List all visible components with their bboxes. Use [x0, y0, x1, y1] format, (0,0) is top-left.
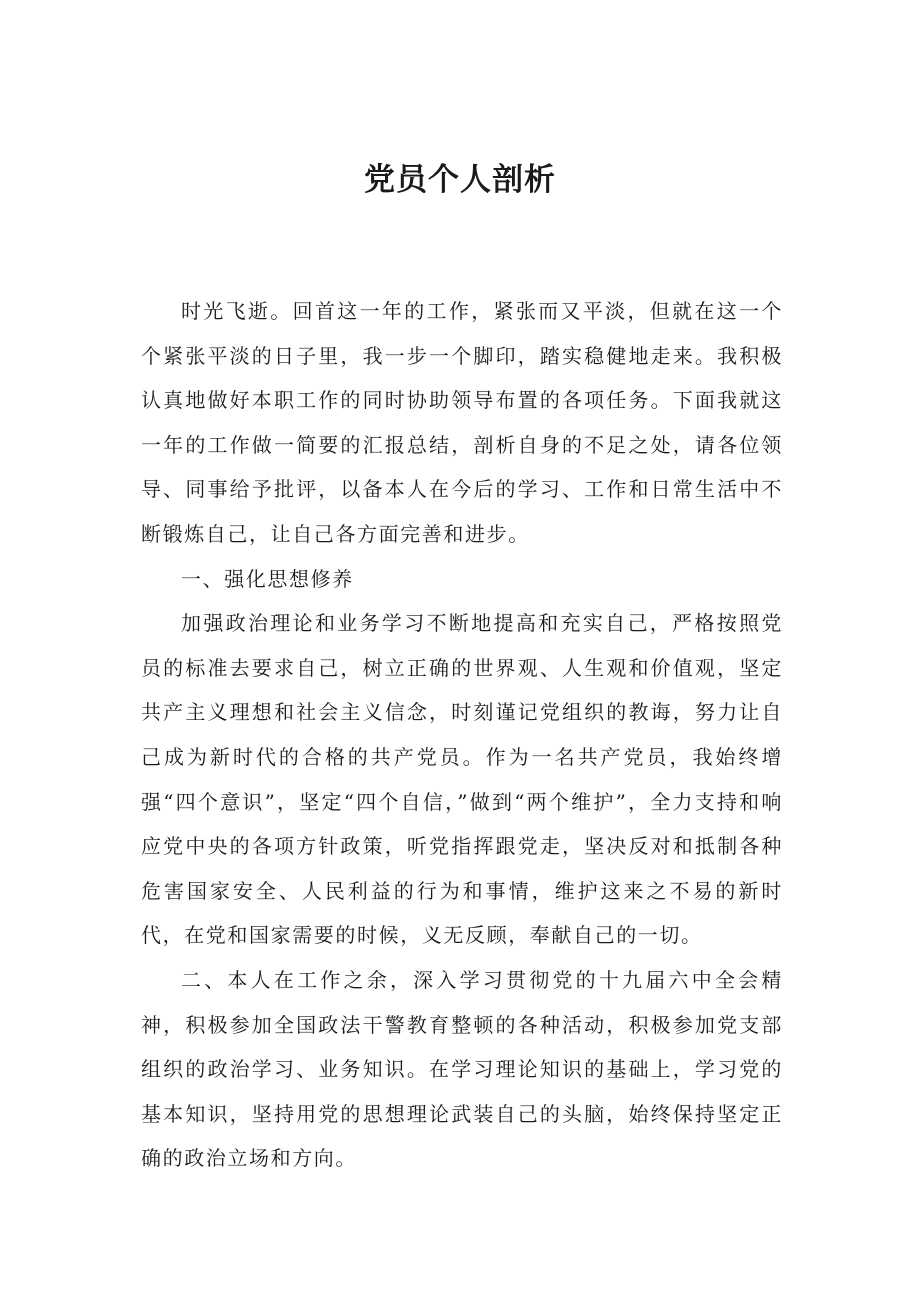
intro-paragraph: 时光飞逝。回首这一年的工作，紧张而又平淡，但就在这一个个紧张平淡的日子里，我一步一个脚印，踏实稳健地走来。我积极认真地做好本职工作的同时协助领导布置的各项任务。下面我就这一年的工作做一简要的汇报总结，剖析自身的不足之处，请各位领导、同事给予批评，以备本人在今后的学习、工作和日常生活中不断锻炼自己，让自己各方面完善和进步。	[141, 299, 783, 546]
section-2-paragraph: 二、本人在工作之余，深入学习贯彻党的十九届六中全会精神，积极参加全国政法干警教育整顿的各种活动，积极参加党支部组织的政治学习、业务知识。在学习理论知识的基础上，学习党的基本知识，坚持用党的思想理论武装自己的头脑，始终保持坚定正确的政治立场和方向。	[141, 967, 783, 1171]
document-body	[141, 289, 783, 1181]
section-heading-1: 一、强化思想修养	[181, 566, 354, 591]
page-title: 党员个人剖析	[364, 162, 556, 198]
section-1-paragraph: 加强政治理论和业务学习不断地提高和充实自己，严格按照党员的标准去要求自己，树立正确的世界观、人生观和价值观，坚定共产主义理想和社会主义信念，时刻谨记党组织的教诲，努力让自己成为新时代的合格的共产党员。作为一名共产党员，我始终增强“四个意识”，坚定“四个自信，”做到“两个维护”，全力支持和响应党中央的各项方针政策，听党指挥跟党走，坚决反对和抵制各种危害国家安全、人民利益的行为和事情，维护这来之不易的新时代，在党和国家需要的时候，义无反顾，奉献自己的一切。	[141, 611, 783, 948]
